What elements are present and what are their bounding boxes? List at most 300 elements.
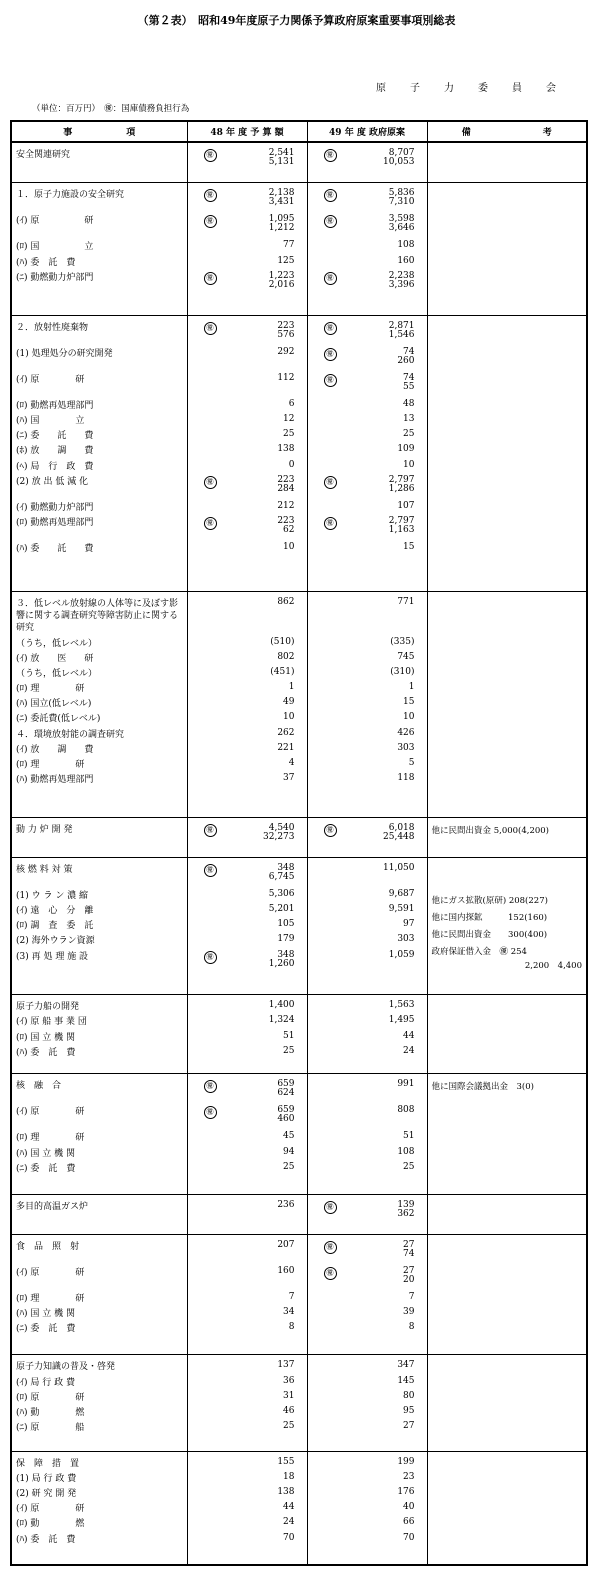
item-label: (1) 局 行 政 費 bbox=[16, 1473, 77, 1484]
budget-48-cell bbox=[187, 1451, 307, 1565]
budget-48-value: 2,016 bbox=[268, 279, 295, 290]
item-label: (ﾛ) 理 研 bbox=[16, 760, 85, 771]
item-cell bbox=[11, 1451, 187, 1565]
budget-48-value: 2,138 bbox=[268, 188, 295, 199]
draft-49-value: 1,495 bbox=[388, 1015, 415, 1026]
budget-48-value-group bbox=[192, 1106, 295, 1132]
draft-49-value-group bbox=[312, 1241, 415, 1267]
remarks-cell bbox=[427, 142, 587, 183]
budget-48-value: 659 bbox=[277, 1079, 295, 1090]
draft-49-value: 44 bbox=[403, 1030, 415, 1041]
budget-48-cell bbox=[187, 315, 307, 591]
debt-mark-icon: ㊝ bbox=[204, 864, 217, 877]
budget-48-value-group bbox=[192, 1534, 295, 1549]
draft-49-value-group bbox=[312, 502, 415, 517]
draft-49-value: 5,836 bbox=[388, 188, 415, 199]
item-label: (ﾊ) 国立(低レベル) bbox=[16, 699, 92, 710]
budget-48-value-group bbox=[192, 322, 295, 348]
budget-48-value-group bbox=[192, 215, 295, 241]
budget-48-value-group bbox=[192, 935, 295, 950]
remarks-cell bbox=[427, 857, 587, 994]
budget-48-value-group bbox=[192, 638, 295, 653]
budget-48-value-group bbox=[192, 1407, 295, 1422]
item-label: (ｲ) 原 研 bbox=[16, 216, 94, 227]
item-label: (1) 処理処分の研究開発 bbox=[16, 348, 113, 359]
budget-48-value-group bbox=[192, 1518, 295, 1533]
budget-48-value-group bbox=[192, 698, 295, 713]
draft-49-value: (335) bbox=[390, 636, 415, 647]
item-label: (ｲ) 原 研 bbox=[16, 374, 85, 385]
draft-49-value: 55 bbox=[403, 381, 415, 392]
item-label: ４．環境放射能の調査研究 bbox=[16, 729, 125, 740]
draft-49-value-group bbox=[312, 543, 415, 558]
draft-49-value-group bbox=[312, 598, 415, 638]
budget-48-value-group bbox=[192, 598, 295, 638]
draft-49-value: 107 bbox=[397, 500, 415, 511]
draft-49-value: 6,018 bbox=[388, 822, 415, 833]
draft-49-value-group bbox=[312, 713, 415, 728]
draft-49-value-group bbox=[312, 1016, 415, 1031]
draft-49-value-group bbox=[312, 1503, 415, 1518]
remarks-cell bbox=[427, 591, 587, 817]
draft-49-value-group bbox=[312, 348, 415, 374]
section-row bbox=[11, 142, 587, 183]
draft-49-value: 39 bbox=[403, 1307, 415, 1318]
document-title: （第２表） 昭和49年度原子力関係予算政府原案重要事項別総表 bbox=[137, 14, 456, 27]
draft-49-value-group bbox=[312, 1534, 415, 1549]
debt-mark-icon: ㊝ bbox=[204, 1080, 217, 1093]
draft-49-value: 347 bbox=[397, 1360, 415, 1371]
budget-48-value-group bbox=[192, 774, 295, 789]
header-draft-49: 49 年 度 政府原案 bbox=[307, 121, 427, 142]
draft-49-value: 362 bbox=[397, 1208, 415, 1219]
draft-49-value-group bbox=[312, 400, 415, 415]
budget-48-value-group bbox=[192, 713, 295, 728]
budget-48-value-group bbox=[192, 824, 295, 850]
draft-49-value-group bbox=[312, 653, 415, 668]
item-label: (ﾊ) 委 託 費 bbox=[16, 1534, 76, 1545]
budget-48-value-group bbox=[192, 1361, 295, 1376]
remark-text: 他に民間出資金 5,000(4,200) bbox=[431, 825, 550, 836]
item-label: (ﾛ) 理 研 bbox=[16, 1294, 85, 1305]
item-cell bbox=[11, 315, 187, 591]
item-label: (ﾍ) 局 行 政 費 bbox=[16, 461, 94, 472]
budget-48-value: 36 bbox=[283, 1375, 295, 1386]
item-label: (ﾆ) 委 託 費 bbox=[16, 1324, 76, 1335]
budget-48-value-group bbox=[192, 1016, 295, 1031]
draft-49-value: 5 bbox=[408, 758, 415, 769]
budget-48-cell bbox=[187, 1235, 307, 1355]
draft-49-value: 95 bbox=[403, 1406, 415, 1417]
budget-48-value-group bbox=[192, 517, 295, 543]
budget-48-value-group bbox=[192, 272, 295, 298]
budget-48-value: 10 bbox=[283, 541, 295, 552]
budget-48-value: 25 bbox=[283, 1045, 295, 1056]
draft-49-value: 808 bbox=[397, 1105, 415, 1116]
draft-49-value-group bbox=[312, 1473, 415, 1488]
budget-48-value: 223 bbox=[277, 515, 295, 526]
budget-48-value-group bbox=[192, 257, 295, 272]
draft-49-cell bbox=[307, 995, 427, 1074]
debt-mark-icon: ㊝ bbox=[204, 517, 217, 530]
draft-49-value-group bbox=[312, 905, 415, 920]
budget-48-cell bbox=[187, 817, 307, 857]
item-label: (ｲ) 放 医 研 bbox=[16, 653, 94, 664]
draft-49-cell bbox=[307, 1235, 427, 1355]
item-label: (ﾊ) 委 託 費 bbox=[16, 257, 76, 268]
draft-49-value-group bbox=[312, 864, 415, 890]
budget-48-value-group bbox=[192, 1201, 295, 1227]
item-label: (3) 再 処 理 施 設 bbox=[16, 951, 89, 962]
draft-49-value-group bbox=[312, 1163, 415, 1178]
draft-49-cell bbox=[307, 591, 427, 817]
draft-49-value-group bbox=[312, 890, 415, 905]
header-item: 事 項 bbox=[11, 121, 187, 142]
draft-49-cell bbox=[307, 1194, 427, 1234]
budget-48-value: 155 bbox=[277, 1456, 295, 1467]
item-cell bbox=[11, 817, 187, 857]
debt-mark-icon: ㊝ bbox=[204, 1106, 217, 1119]
budget-48-value: 25 bbox=[283, 1161, 295, 1172]
item-label: (ﾊ) 動燃再処理部門 bbox=[16, 775, 94, 786]
draft-49-value: 771 bbox=[397, 596, 415, 607]
section-row bbox=[11, 1074, 587, 1194]
item-cell bbox=[11, 1355, 187, 1451]
budget-48-value-group bbox=[192, 400, 295, 415]
draft-49-cell bbox=[307, 1074, 427, 1194]
item-label: (ﾆ) 委 託 費 bbox=[16, 1163, 76, 1174]
budget-48-value-group bbox=[192, 1293, 295, 1308]
draft-49-value: 139 bbox=[397, 1199, 415, 1210]
debt-mark-icon: ㊝ bbox=[324, 149, 337, 162]
budget-48-cell bbox=[187, 1194, 307, 1234]
remark-text: 政府保証借入金 ㊝ 254 bbox=[431, 946, 527, 957]
budget-48-value-group bbox=[192, 1377, 295, 1392]
item-label: (ﾎ) 放 調 費 bbox=[16, 446, 94, 457]
draft-49-value: 15 bbox=[403, 697, 415, 708]
debt-mark-icon: ㊝ bbox=[204, 215, 217, 228]
draft-49-value: 745 bbox=[397, 651, 415, 662]
budget-48-value: 46 bbox=[283, 1406, 295, 1417]
budget-48-value-group bbox=[192, 683, 295, 698]
budget-48-cell bbox=[187, 142, 307, 183]
debt-mark-icon: ㊝ bbox=[204, 824, 217, 837]
budget-48-value: 105 bbox=[277, 919, 295, 930]
item-label: (ﾛ) 原 研 bbox=[16, 1392, 85, 1403]
draft-49-value: 2,797 bbox=[388, 474, 415, 485]
section-row bbox=[11, 1235, 587, 1355]
section-row bbox=[11, 315, 587, 591]
budget-48-value: 2,541 bbox=[268, 148, 295, 158]
item-label: (ﾊ) 国 立 機 関 bbox=[16, 1148, 75, 1159]
draft-49-value: 199 bbox=[397, 1456, 415, 1467]
draft-49-value: 260 bbox=[397, 355, 415, 366]
item-label: (ﾊ) 委 託 費 bbox=[16, 543, 94, 554]
budget-48-value-group bbox=[192, 890, 295, 905]
draft-49-value-group bbox=[312, 744, 415, 759]
debt-mark-icon: ㊝ bbox=[204, 272, 217, 285]
item-cell bbox=[11, 1074, 187, 1194]
section-row bbox=[11, 1194, 587, 1234]
budget-48-value: 0 bbox=[288, 459, 295, 470]
draft-49-value-group bbox=[312, 1047, 415, 1062]
draft-49-value-group bbox=[312, 476, 415, 502]
budget-48-value: 112 bbox=[277, 372, 295, 383]
draft-49-cell bbox=[307, 857, 427, 994]
remarks-cell bbox=[427, 1451, 587, 1565]
budget-48-value: 51 bbox=[283, 1030, 295, 1041]
budget-48-value: 1,095 bbox=[268, 214, 295, 225]
unit-note: （単位：百万円） ㊝：国庫債務負担行為 bbox=[32, 104, 190, 114]
budget-48-value: 348 bbox=[277, 949, 295, 960]
draft-49-value-group bbox=[312, 1148, 415, 1163]
draft-49-value-group bbox=[312, 189, 415, 215]
draft-49-value-group bbox=[312, 322, 415, 348]
draft-49-value: 51 bbox=[403, 1131, 415, 1142]
organization-name: 原 子 力 委 員 会 bbox=[376, 83, 563, 94]
draft-49-value: 1,059 bbox=[388, 949, 415, 960]
budget-48-value: 138 bbox=[277, 444, 295, 455]
draft-49-value: 426 bbox=[397, 727, 415, 738]
debt-mark-icon: ㊝ bbox=[324, 374, 337, 387]
draft-49-value: 108 bbox=[397, 1146, 415, 1157]
debt-mark-icon: ㊝ bbox=[324, 215, 337, 228]
draft-49-value: 10,053 bbox=[383, 157, 415, 167]
budget-48-value-group bbox=[192, 1488, 295, 1503]
draft-49-value-group bbox=[312, 1361, 415, 1376]
draft-49-value: 25,448 bbox=[383, 831, 415, 842]
budget-48-value: 1,260 bbox=[268, 958, 295, 969]
budget-48-value-group bbox=[192, 905, 295, 920]
budget-48-value: 1,400 bbox=[268, 1000, 295, 1011]
budget-48-value-group bbox=[192, 920, 295, 935]
budget-48-value-group bbox=[192, 1503, 295, 1518]
item-label: (ﾛ) 理 研 bbox=[16, 684, 85, 695]
draft-49-value-group bbox=[312, 1392, 415, 1407]
draft-49-value-group bbox=[312, 415, 415, 430]
budget-48-value: 18 bbox=[283, 1471, 295, 1482]
draft-49-value: 74 bbox=[403, 372, 415, 383]
budget-48-value: 7 bbox=[288, 1292, 295, 1303]
budget-48-value: 10 bbox=[283, 712, 295, 723]
budget-48-value: 221 bbox=[277, 742, 295, 753]
budget-48-cell bbox=[187, 1355, 307, 1451]
budget-48-value: 5,131 bbox=[268, 157, 295, 167]
budget-48-value: 6 bbox=[288, 398, 295, 409]
budget-48-value-group bbox=[192, 415, 295, 430]
budget-48-value: (451) bbox=[270, 666, 295, 677]
budget-48-value: 212 bbox=[277, 500, 295, 511]
item-label: (ｲ) 局 行 政 費 bbox=[16, 1377, 75, 1388]
draft-49-value: 8 bbox=[408, 1322, 415, 1333]
draft-49-value-group bbox=[312, 445, 415, 460]
budget-48-value-group bbox=[192, 1308, 295, 1323]
item-cell bbox=[11, 995, 187, 1074]
remark-text: 他に国内探鉱 152(160) bbox=[431, 912, 548, 923]
budget-48-value-group bbox=[192, 1080, 295, 1106]
draft-49-value-group bbox=[312, 461, 415, 476]
item-label: 動 力 炉 開 発 bbox=[16, 824, 73, 835]
draft-49-value-group bbox=[312, 1488, 415, 1503]
draft-49-value: 20 bbox=[403, 1275, 415, 1286]
budget-48-value: 32,273 bbox=[263, 831, 295, 842]
remark-text: 他にガス拡散(原研) 208(227) bbox=[431, 895, 548, 906]
budget-48-value: 5,306 bbox=[268, 888, 295, 899]
draft-49-value-group bbox=[312, 257, 415, 272]
item-label: (2) 放 出 低 減 化 bbox=[16, 476, 89, 487]
item-label: (ｲ) 原 研 bbox=[16, 1504, 85, 1515]
draft-49-value-group bbox=[312, 1377, 415, 1392]
table-body bbox=[11, 142, 587, 1565]
budget-48-value-group bbox=[192, 1241, 295, 1267]
debt-mark-icon: ㊝ bbox=[204, 322, 217, 335]
draft-49-value-group bbox=[312, 1001, 415, 1016]
header-remarks: 備 考 bbox=[427, 121, 587, 142]
item-label: (ﾛ) 動燃再処理部門 bbox=[16, 400, 94, 411]
section-row bbox=[11, 1355, 587, 1451]
budget-48-value: 223 bbox=[277, 474, 295, 485]
budget-48-value: 31 bbox=[283, 1390, 295, 1401]
item-label: (ﾛ) 動燃再処理部門 bbox=[16, 517, 94, 528]
draft-49-value: 48 bbox=[403, 398, 415, 409]
draft-49-value-group bbox=[312, 951, 415, 977]
budget-48-value: 77 bbox=[283, 240, 295, 251]
draft-49-value: 74 bbox=[403, 346, 415, 357]
draft-49-value: 1,546 bbox=[388, 329, 415, 340]
draft-49-value: 3,646 bbox=[388, 223, 415, 234]
budget-48-value: 284 bbox=[277, 483, 295, 494]
budget-table bbox=[10, 120, 588, 1566]
budget-48-value: 207 bbox=[277, 1240, 295, 1251]
header-budget-48: 48 年 度 予 算 額 bbox=[187, 121, 307, 142]
draft-49-value: 7 bbox=[408, 1292, 415, 1303]
budget-48-value-group bbox=[192, 744, 295, 759]
draft-49-value: 80 bbox=[403, 1390, 415, 1401]
budget-48-value-group bbox=[192, 1148, 295, 1163]
budget-48-value: 44 bbox=[283, 1502, 295, 1513]
item-label: (ﾛ) 理 研 bbox=[16, 1133, 85, 1144]
draft-49-value-group bbox=[312, 1458, 415, 1473]
item-label: (2) 研 究 開 発 bbox=[16, 1489, 77, 1500]
draft-49-value-group bbox=[312, 1518, 415, 1533]
draft-49-cell bbox=[307, 183, 427, 316]
budget-48-value-group bbox=[192, 668, 295, 683]
budget-48-value-group bbox=[192, 1132, 295, 1147]
budget-48-value: 37 bbox=[283, 773, 295, 784]
budget-48-value: 262 bbox=[277, 727, 295, 738]
draft-49-value-group bbox=[312, 1267, 415, 1293]
item-label: (ﾛ) 調 査 委 託 bbox=[16, 921, 94, 932]
draft-49-value: 7,310 bbox=[388, 197, 415, 208]
draft-49-value: (310) bbox=[390, 666, 415, 677]
draft-49-value: 66 bbox=[403, 1517, 415, 1528]
draft-49-value-group bbox=[312, 430, 415, 445]
item-label: (ﾛ) 国 立 bbox=[16, 242, 94, 253]
draft-49-value: 118 bbox=[397, 773, 415, 784]
budget-48-value: (510) bbox=[270, 636, 295, 647]
item-cell bbox=[11, 142, 187, 183]
item-label: 原子力知識の普及・啓発 bbox=[16, 1362, 116, 1373]
budget-48-value: 1 bbox=[288, 682, 295, 693]
budget-48-value: 348 bbox=[277, 862, 295, 873]
draft-49-value: 10 bbox=[403, 459, 415, 470]
budget-48-value: 179 bbox=[277, 934, 295, 945]
budget-48-value: 137 bbox=[277, 1360, 295, 1371]
draft-49-value-group bbox=[312, 215, 415, 241]
draft-49-value: 23 bbox=[403, 1471, 415, 1482]
debt-mark-icon: ㊝ bbox=[204, 951, 217, 964]
draft-49-value: 2,871 bbox=[388, 320, 415, 331]
remarks-cell bbox=[427, 995, 587, 1074]
budget-48-value-group bbox=[192, 1422, 295, 1437]
item-label: (1) ウ ラ ン 濃 縮 bbox=[16, 890, 89, 901]
budget-48-value-group bbox=[192, 951, 295, 977]
draft-49-value: 1,163 bbox=[388, 524, 415, 535]
draft-49-value: 13 bbox=[403, 414, 415, 425]
item-label: 原子力船の開発 bbox=[16, 1002, 80, 1013]
draft-49-value: 3,396 bbox=[388, 279, 415, 290]
section-row bbox=[11, 817, 587, 857]
remarks-cell bbox=[427, 1355, 587, 1451]
debt-mark-icon: ㊝ bbox=[324, 476, 337, 489]
budget-48-value: 138 bbox=[277, 1487, 295, 1498]
remarks-cell bbox=[427, 183, 587, 316]
draft-49-value-group bbox=[312, 1308, 415, 1323]
budget-48-value-group bbox=[192, 543, 295, 558]
budget-48-value-group bbox=[192, 1323, 295, 1338]
budget-48-value-group bbox=[192, 1163, 295, 1178]
item-label: １．原子力施設の安全研究 bbox=[16, 190, 125, 201]
budget-48-value: 25 bbox=[283, 429, 295, 440]
budget-48-value: 62 bbox=[283, 524, 295, 535]
item-label: 食 品 照 射 bbox=[16, 1242, 80, 1253]
draft-49-value: 2,797 bbox=[388, 515, 415, 526]
budget-48-value: 1,212 bbox=[268, 223, 295, 234]
section-row bbox=[11, 995, 587, 1074]
item-label: (ﾆ) 動燃動力炉部門 bbox=[16, 272, 94, 283]
budget-48-value-group bbox=[192, 445, 295, 460]
item-label: (ﾆ) 委託費(低レベル) bbox=[16, 714, 101, 725]
budget-48-value: 49 bbox=[283, 697, 295, 708]
budget-48-value-group bbox=[192, 348, 295, 374]
draft-49-value-group bbox=[312, 1080, 415, 1106]
item-label: (ﾊ) 国 立 bbox=[16, 416, 85, 427]
budget-48-value: 4 bbox=[288, 758, 295, 769]
budget-48-value-group bbox=[192, 374, 295, 400]
draft-49-value: 303 bbox=[397, 742, 415, 753]
item-label: 保 障 措 置 bbox=[16, 1458, 80, 1469]
draft-49-value: 27 bbox=[403, 1240, 415, 1251]
budget-48-value: 34 bbox=[283, 1307, 295, 1318]
budget-48-value: 292 bbox=[277, 346, 295, 357]
budget-48-value-group bbox=[192, 1267, 295, 1293]
budget-48-value: 45 bbox=[283, 1131, 295, 1142]
debt-mark-icon: ㊝ bbox=[324, 1201, 337, 1214]
item-label: (ｲ) 放 調 費 bbox=[16, 744, 94, 755]
budget-48-value-group bbox=[192, 476, 295, 502]
draft-49-value: 25 bbox=[403, 429, 415, 440]
budget-48-cell bbox=[187, 183, 307, 316]
item-label: 核 燃 料 対 策 bbox=[16, 864, 73, 875]
draft-49-cell bbox=[307, 315, 427, 591]
draft-49-value-group bbox=[312, 1106, 415, 1132]
budget-48-value: 25 bbox=[283, 1421, 295, 1432]
budget-48-value-group bbox=[192, 1032, 295, 1047]
draft-49-value: 303 bbox=[397, 934, 415, 945]
draft-49-value: 9,591 bbox=[388, 904, 415, 914]
draft-49-value: 1,563 bbox=[388, 1000, 415, 1011]
draft-49-value: 11,050 bbox=[383, 862, 415, 873]
